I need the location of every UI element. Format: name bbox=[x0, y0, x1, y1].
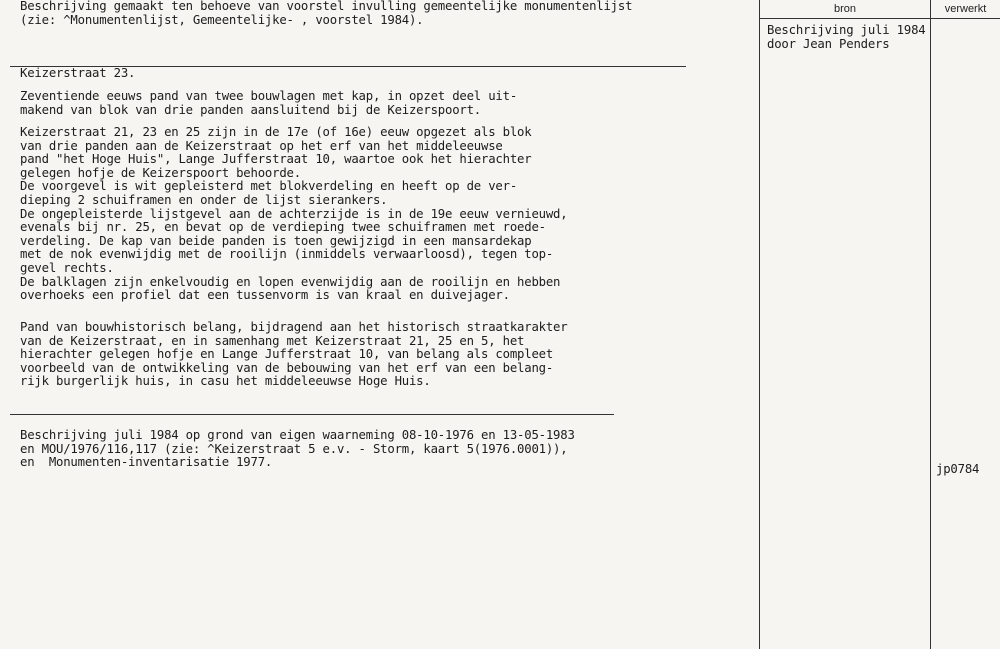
bron-entry bbox=[767, 24, 925, 51]
p2-line: gelegen hofje de Keizerspoort behoorde. bbox=[20, 165, 301, 180]
p2-line: verdeling. De kap van beide panden is toen gewijzigd in een mansardekap bbox=[20, 233, 532, 248]
p2-line: De balklagen zijn enkelvoudig en lopen evenwijdig aan de rooilijn en hebben bbox=[20, 274, 561, 289]
bron-line: door Jean Penders bbox=[767, 36, 890, 51]
intro-text bbox=[20, 0, 632, 27]
heading-text: Keizerstraat 23. bbox=[20, 66, 136, 80]
p2-line: evenals bij nr. 25, en bevat op de verdieping twee schuiframen met roede- bbox=[20, 220, 546, 235]
p2-line: De voorgevel is wit gepleisterd met blokverdeling en heeft op de ver- bbox=[20, 179, 518, 194]
section-divider-bottom bbox=[10, 414, 614, 415]
footer-text bbox=[20, 429, 575, 470]
paragraph-3 bbox=[20, 321, 567, 389]
p2-line: dieping 2 schuiframen en onder de lijst sierankers. bbox=[20, 192, 388, 207]
p3-line: van de Keizerstraat, en in samenhang met Keizerstraat 21, 25 en 5, het bbox=[20, 333, 525, 348]
footer-line: en MOU/1976/116,117 (zie: ^Keizerstraat 5 e.v. - Storm, kaart 5(1976.0001)), bbox=[20, 441, 568, 456]
p2-line: van drie panden aan de Keizerstraat op het erf van het middeleeuwse bbox=[20, 138, 503, 153]
p2-line: gevel rechts. bbox=[20, 260, 114, 275]
p2-line: Keizerstraat 21, 23 en 25 zijn in de 17e (of 16e) eeuw opgezet als blok bbox=[20, 125, 532, 139]
p2-line: overhoeks een profiel dat een tussenvorm is van kraal en duivejager. bbox=[20, 288, 510, 303]
p2-line: pand "het Hoge Huis", Lange Jufferstraat 10, waartoe ook het hierachter bbox=[20, 152, 532, 167]
column-header-underline bbox=[759, 18, 1000, 19]
bron-column-header: bron bbox=[833, 3, 857, 15]
column-border-middle bbox=[930, 0, 931, 649]
p3-line: voorbeeld van de ontwikkeling van de bebouwing van het erf van een belang- bbox=[20, 360, 554, 375]
p1-line: makend van blok van drie panden aansluitend bij de Keizerspoort. bbox=[20, 102, 482, 117]
intro-line: (zie: ^Monumentenlijst, Gemeentelijke- , voorstel 1984). bbox=[20, 12, 424, 27]
intro-line: Beschrijving gemaakt ten behoeve van voorstel invulling gemeentelijke monumentenlijst bbox=[20, 0, 633, 13]
p1-line: Zeventiende eeuws pand van twee bouwlagen met kap, in opzet deel uit- bbox=[20, 89, 518, 103]
heading-address bbox=[20, 67, 135, 81]
footer-line: en Monumenten-inventarisatie 1977. bbox=[20, 455, 273, 470]
paragraph-1 bbox=[20, 90, 517, 117]
p3-line: hierachter gelegen hofje en Lange Jufferstraat 10, van belang als compleet bbox=[20, 347, 554, 362]
p2-line: De ongepleisterde lijstgevel aan de achterzijde is in de 19e eeuw vernieuwd, bbox=[20, 206, 568, 221]
footer-line: Beschrijving juli 1984 op grond van eigen waarneming 08-10-1976 en 13-05-1983 bbox=[20, 428, 575, 442]
column-border-left bbox=[759, 0, 760, 649]
p3-line: rijk burgerlijk huis, in casu het middeleeuwse Hoge Huis. bbox=[20, 374, 431, 389]
verwerkt-code-text: jp0784 bbox=[936, 462, 980, 476]
verwerkt-column-header: verwerkt bbox=[944, 3, 987, 15]
bron-line: Beschrijving juli 1984 bbox=[767, 23, 926, 37]
p2-line: met de nok evenwijdig met de rooilijn (inmiddels verwaarloosd), tegen top- bbox=[20, 247, 554, 262]
verwerkt-code bbox=[936, 463, 979, 477]
paragraph-2 bbox=[20, 126, 567, 303]
p3-line: Pand van bouwhistorisch belang, bijdragend aan het historisch straatkarakter bbox=[20, 320, 568, 334]
